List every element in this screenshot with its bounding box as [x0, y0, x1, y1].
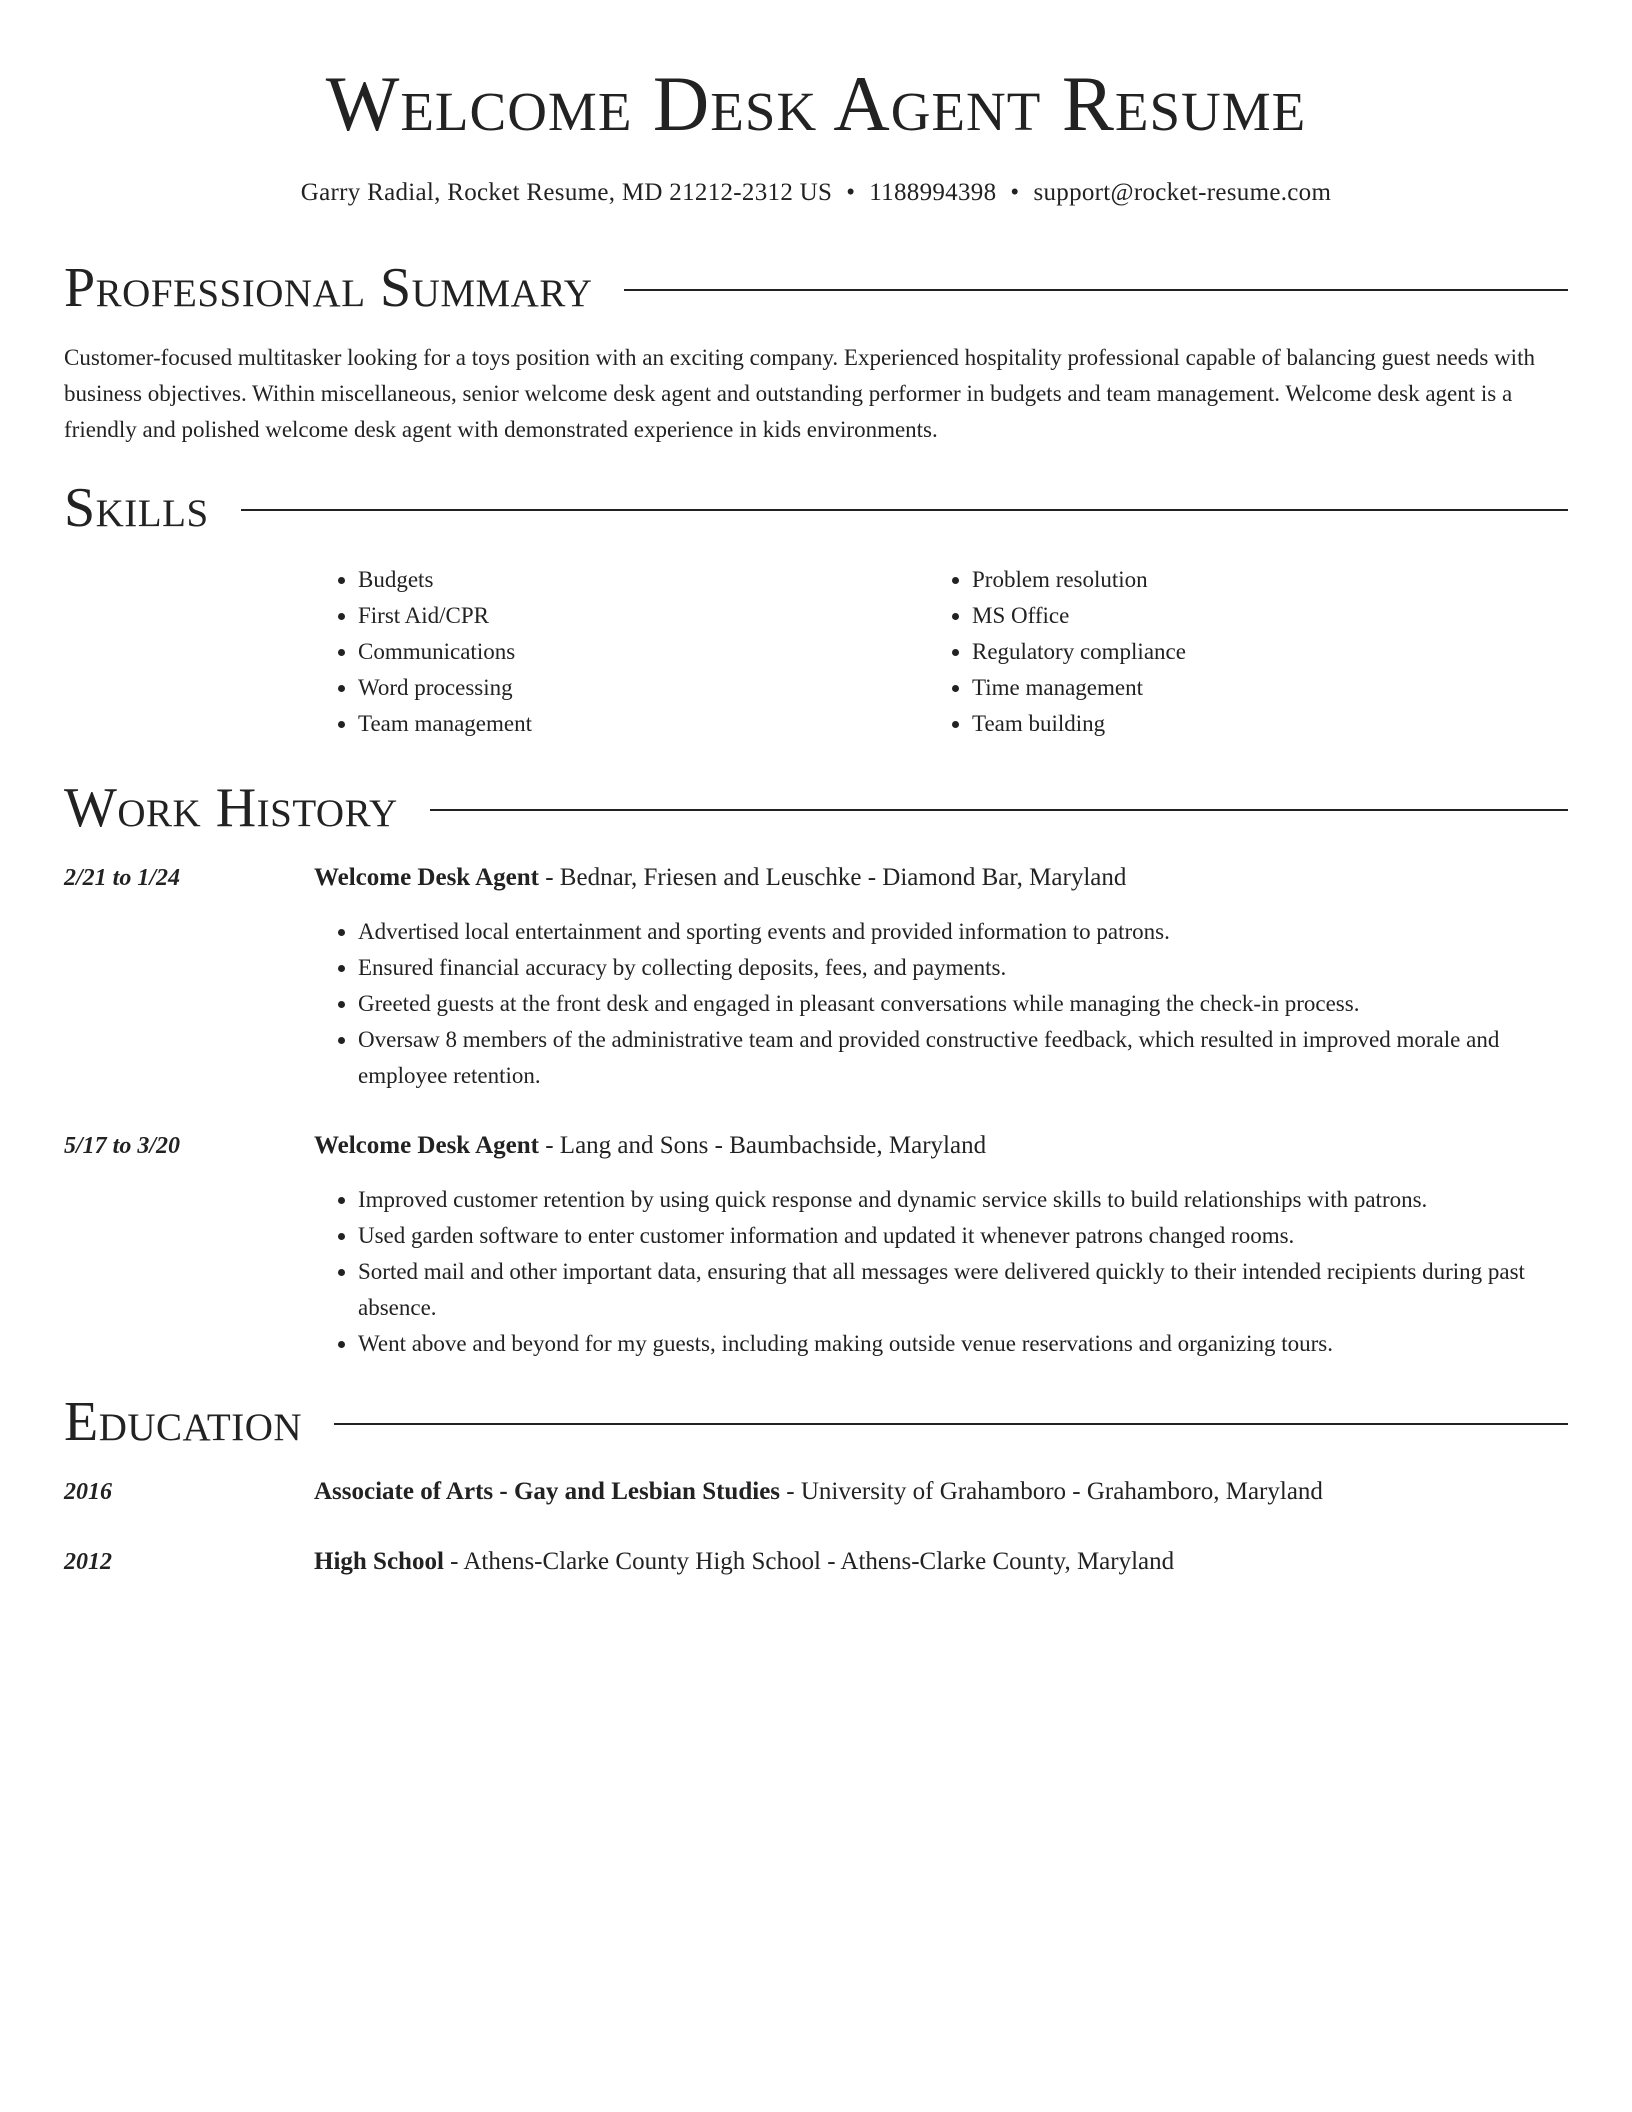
- education-entry: [64, 1544, 1568, 1580]
- education-body: [314, 1544, 1568, 1580]
- education-heading-line: [314, 1544, 1568, 1580]
- job-bullets: [314, 1182, 1568, 1362]
- job-title: Welcome Desk Agent: [314, 1132, 539, 1159]
- job-body: [314, 860, 1568, 1094]
- job-bullet: • Used garden software to enter customer information and updated it whenever patrons changed rooms.: [358, 1218, 1568, 1254]
- skill-item: • Problem resolution: [972, 562, 1542, 598]
- job-employer: - Bednar, Friesen and Leuschke - Diamond Bar, Maryland: [538, 864, 1127, 891]
- education-heading-line: [314, 1474, 1568, 1510]
- education-heading: Education: [64, 1391, 303, 1453]
- skill-item: • First Aid/CPR: [358, 598, 928, 634]
- job-bullets: [314, 914, 1568, 1094]
- job-bullet: • Oversaw 8 members of the administrative team and provided constructive feedback, which resulted in improved morale and employee retention.: [358, 1022, 1568, 1094]
- education-section-header: [64, 1386, 1568, 1458]
- work-section-header: [64, 772, 1568, 844]
- job-bullet: • Improved customer retention by using quick response and dynamic service skills to build relationships with patrons.: [358, 1182, 1568, 1218]
- job-heading: [314, 1128, 1568, 1164]
- contact-phone: 1188994398: [869, 179, 997, 206]
- section-divider: [334, 1423, 1568, 1425]
- skill-item: • Budgets: [358, 562, 928, 598]
- job-heading: [314, 860, 1568, 896]
- education-school: - University of Grahamboro - Grahamboro, Maryland: [780, 1478, 1323, 1505]
- job-body: [314, 1128, 1568, 1362]
- job-bullet: • Advertised local entertainment and sporting events and provided information to patrons.: [358, 914, 1568, 950]
- skill-item: • Communications: [358, 634, 928, 670]
- contact-separator: •: [1010, 179, 1020, 206]
- education-degree: Associate of Arts - Gay and Lesbian Studies: [314, 1478, 781, 1505]
- skill-item: • Team management: [358, 706, 928, 742]
- education-entry: [64, 1474, 1568, 1510]
- skill-item: • MS Office: [972, 598, 1542, 634]
- job-bullet: • Greeted guests at the front desk and engaged in pleasant conversations while managing the check-in process.: [358, 986, 1568, 1022]
- skill-item: • Regulatory compliance: [972, 634, 1542, 670]
- job-bullet: • Ensured financial accuracy by collecting deposits, fees, and payments.: [358, 950, 1568, 986]
- section-divider: [241, 509, 1568, 511]
- education-body: [314, 1474, 1568, 1510]
- job-employer: - Lang and Sons - Baumbachside, Maryland: [538, 1132, 987, 1159]
- skills-section-header: [64, 472, 1568, 544]
- summary-section-header: [64, 252, 1568, 324]
- education-year: 2016: [64, 1479, 112, 1505]
- contact-line: [64, 176, 1568, 210]
- contact-address: Garry Radial, Rocket Resume, MD 21212-2312 US: [300, 179, 833, 206]
- section-divider: [624, 289, 1568, 291]
- work-heading: Work History: [64, 777, 398, 839]
- summary-heading: Professional Summary: [64, 257, 593, 319]
- job-entry: [64, 1128, 1568, 1362]
- summary-text: Customer-focused multitasker looking for a toys position with an exciting company. Experienced hospitality professional capable of balancing guest needs with business objectives. Within miscellaneous, senior welcome desk agent and outstanding performer in budgets and team management. Welcome desk agent is a friendly and polished welcome desk agent with demonstrated experience in kids environments.: [64, 345, 1535, 442]
- job-title: Welcome Desk Agent: [314, 864, 539, 891]
- education-year: 2012: [64, 1549, 112, 1575]
- job-bullet: • Went above and beyond for my guests, including making outside venue reservations and organizing tours.: [358, 1326, 1568, 1362]
- job-entry: [64, 860, 1568, 1094]
- contact-separator: •: [846, 179, 856, 206]
- skills-column-right: [928, 562, 1542, 742]
- education-degree: High School: [314, 1548, 444, 1575]
- skill-item: • Word processing: [358, 670, 928, 706]
- contact-email: support@rocket-resume.com: [1033, 179, 1332, 206]
- skill-item: • Time management: [972, 670, 1542, 706]
- job-dates: 5/17 to 3/20: [64, 1133, 181, 1159]
- job-bullet: • Sorted mail and other important data, ensuring that all messages were delivered quickly to their intended recipients during past absence.: [358, 1254, 1568, 1326]
- section-divider: [430, 809, 1568, 811]
- skills-heading: Skills: [64, 477, 209, 539]
- education-school: - Athens-Clarke County High School - Athens-Clarke County, Maryland: [443, 1548, 1175, 1575]
- job-dates: 2/21 to 1/24: [64, 865, 181, 891]
- skill-item: • Team building: [972, 706, 1542, 742]
- skills-list: [314, 562, 1568, 742]
- resume-title: Welcome Desk Agent Resume: [325, 60, 1307, 147]
- skills-column-left: [314, 562, 928, 742]
